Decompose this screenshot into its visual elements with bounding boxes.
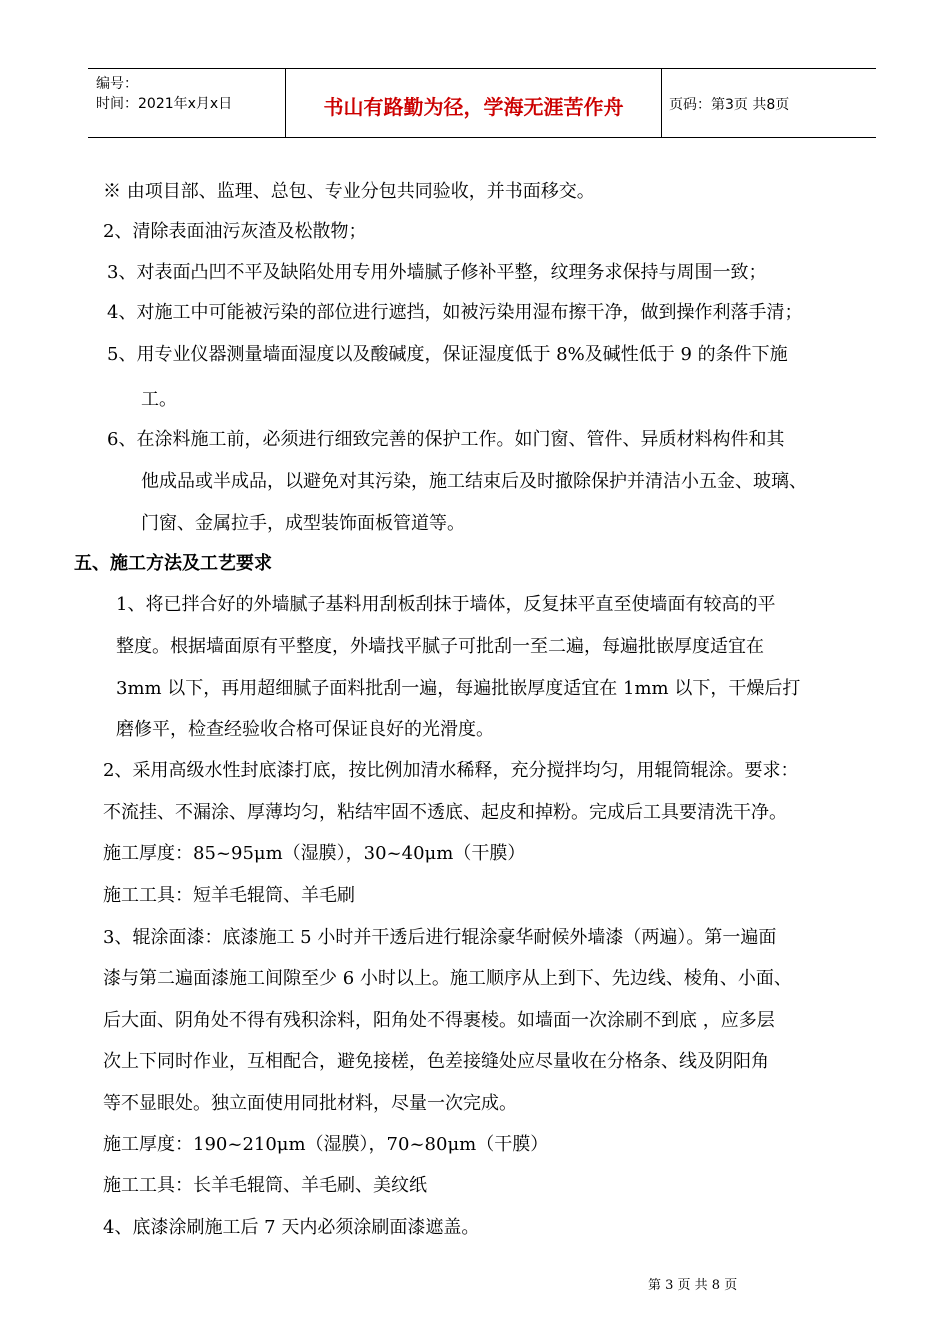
- body-line: 施工厚度：190~210μm（湿膜），70~80μm（干膜）: [103, 1134, 549, 1155]
- body-line: 后大面、阴角处不得有残积涂料，阳角处不得裹棱。如墙面一次涂刷不到底 ，应多层: [103, 1010, 775, 1031]
- time-label: 时间：2021年x月x日: [96, 96, 233, 112]
- body-line: 门窗、金属拉手，成型装饰面板管道等。: [141, 513, 465, 534]
- body-line: 3、对表面凸凹不平及缺陷处用专用外墙腻子修补平整，纹理务求保持与周围一致；: [107, 262, 767, 283]
- body-line: 整度。根据墙面原有平整度，外墙找平腻子可批刮一至二遍，每遍批嵌厚度适宜在: [116, 636, 764, 657]
- body-line: 次上下同时作业，互相配合，避免接槎，色差接缝处应尽量收在分格条、线及阴阳角: [103, 1051, 769, 1072]
- page-footer: 第 3 页 共 8 页: [648, 1278, 738, 1293]
- body-line: 6、在涂料施工前，必须进行细致完善的保护工作。如门窗、管件、异质材料构件和其: [107, 429, 785, 450]
- body-line: 3、辊涂面漆：底漆施工 5 小时并干透后进行辊涂豪华耐候外墙漆（两遍）。第一遍面: [103, 927, 777, 948]
- body-line: ※ 由项目部、监理、总包、专业分包共同验收，并书面移交。: [103, 181, 595, 202]
- body-line: 2、清除表面油污灰渣及松散物；: [103, 221, 367, 242]
- section-heading: 五、施工方法及工艺要求: [74, 553, 272, 574]
- header-motto: 书山有路勤为径，学海无涯苦作舟: [323, 95, 624, 119]
- body-line: 不流挂、不漏涂、厚薄均匀，粘结牢固不透底、起皮和掉粉。完成后工具要清洗干净。: [103, 802, 787, 823]
- body-line: 5、用专业仪器测量墙面湿度以及酸碱度，保证湿度低于 8%及碱性低于 9 的条件下施: [107, 344, 788, 365]
- body-line: 漆与第二遍面漆施工间隙至少 6 小时以上。施工顺序从上到下、先边线、棱角、小面、: [103, 968, 792, 989]
- body-line: 2、采用高级水性封底漆打底，按比例加清水稀释，充分搅拌均匀，用辊筒辊涂。要求：: [103, 760, 799, 781]
- number-label: 编号：: [96, 76, 138, 92]
- body-line: 4、底漆涂刷施工后 7 天内必须涂刷面漆遮盖。: [103, 1217, 480, 1238]
- body-line: 4、对施工中可能被污染的部位进行遮挡，如被污染用湿布擦干净，做到操作利落手清；: [107, 302, 803, 323]
- header-page-cell: [661, 69, 876, 137]
- body-line: 施工工具：长羊毛辊筒、羊毛刷、美纹纸: [103, 1175, 427, 1196]
- page-code: 页码：第3页 共8页: [669, 97, 790, 113]
- body-line: 磨修平，检查经验收合格可保证良好的光滑度。: [116, 719, 494, 740]
- body-line: 等不显眼处。独立面使用同批材料，尽量一次完成。: [103, 1093, 517, 1114]
- body-line: 1、将已拌合好的外墙腻子基料用刮板刮抹于墙体，反复抹平直至使墙面有较高的平: [116, 594, 776, 615]
- header-left-cell: [88, 69, 285, 137]
- body-line: 施工工具：短羊毛辊筒、羊毛刷: [103, 885, 355, 906]
- body-line: 工。: [141, 389, 177, 410]
- body-line: 施工厚度：85~95μm（湿膜），30~40μm（干膜）: [103, 843, 526, 864]
- page-header: [88, 68, 876, 138]
- body-line: 他成品或半成品，以避免对其污染，施工结束后及时撤除保护并清洁小五金、玻璃、: [141, 471, 807, 492]
- body-line: 3mm 以下，再用超细腻子面料批刮一遍，每遍批嵌厚度适宜在 1mm 以下，干燥后打: [116, 678, 801, 699]
- header-motto-cell: [285, 69, 662, 137]
